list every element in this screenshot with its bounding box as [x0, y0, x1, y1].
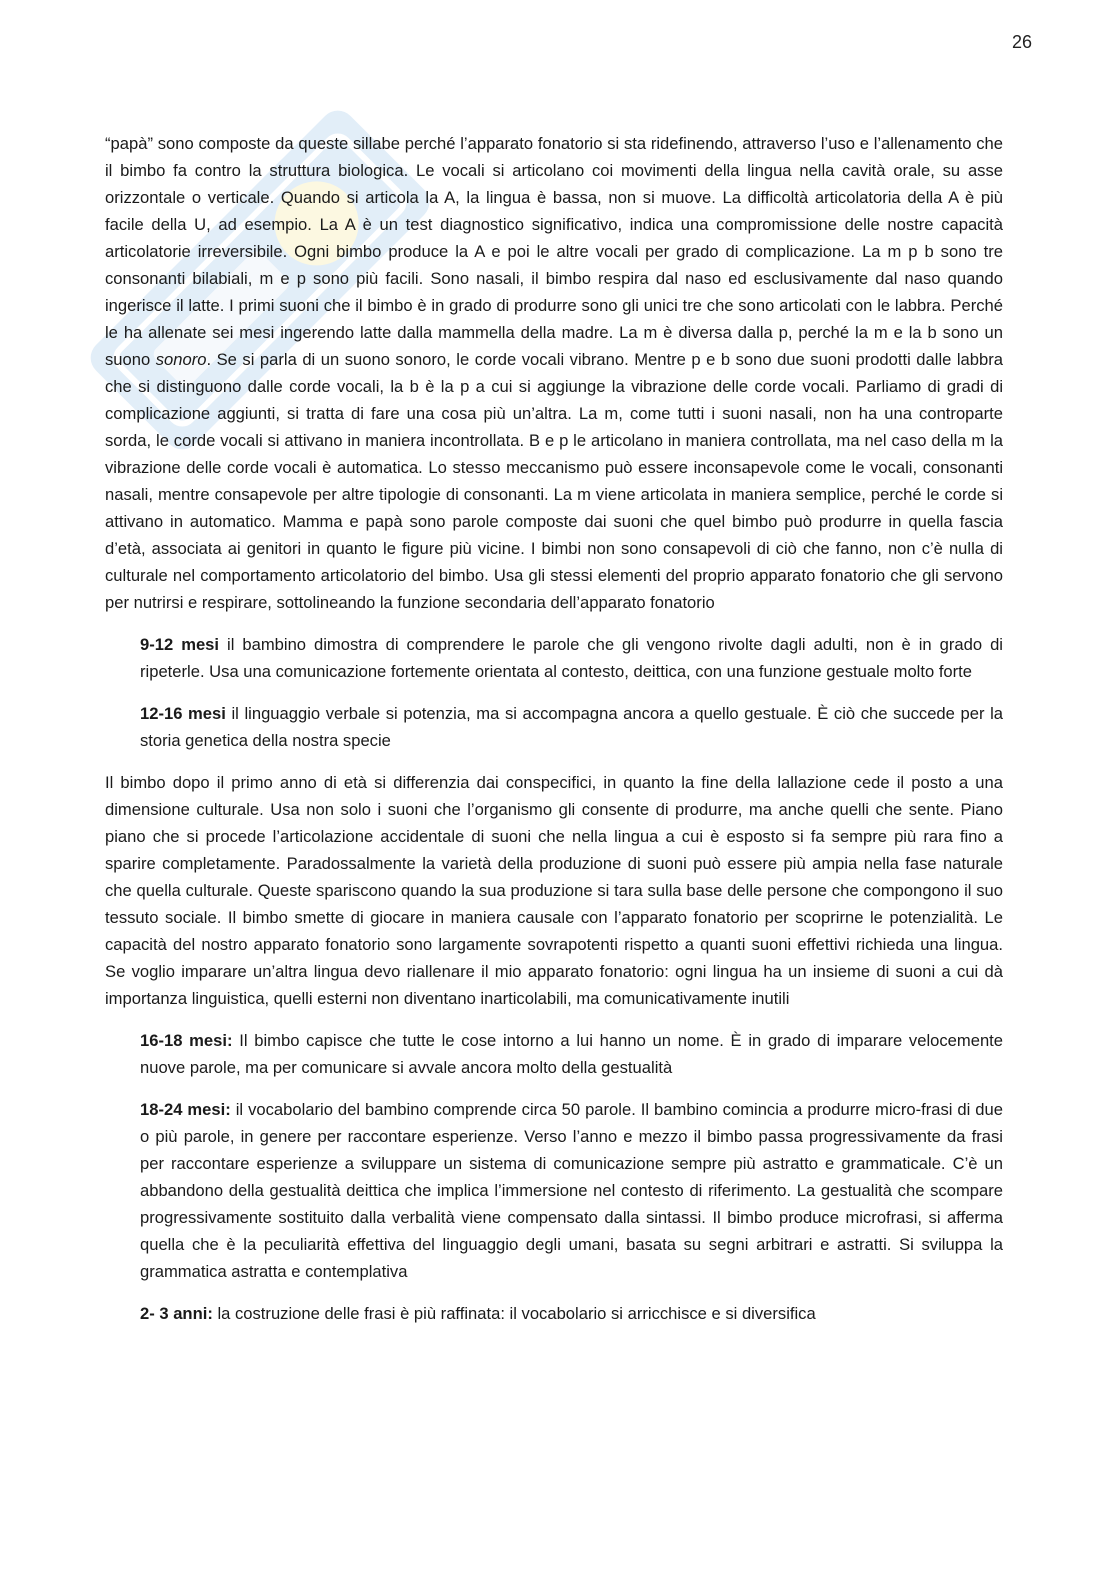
stage-label: 9-12 mesi — [140, 635, 220, 654]
stage-label: 12-16 mesi — [140, 704, 226, 723]
stage-2-3-years: 2- 3 anni: la costruzione delle frasi è più raffinata: il vocabolario si arricchisce e si diversifica — [140, 1304, 816, 1323]
stage-label: 16-18 mesi: — [140, 1031, 233, 1050]
paragraph-phonation: “papà” sono composte da queste sillabe perché l’apparato fonatorio si sta ridefinendo, attraverso l’uso e l’allenamento che il bimbo fa contro la struttura biologica. Le vocali si articolano coi movimenti della lingua nella cavità orale, su asse orizzontale o verticale. Quando si articola la A, la lingua è bassa, non si muove. La difficoltà articolatoria della A è più facile della U, ad esempio. La A è un test diagnostico significativo, indica una compromissione delle nostre capacità articolatorie irreversibile. Ogni bimbo produce la A e poi le altre vocali per grado di complicazione. La m p b sono tre consonanti bilabiali, m e p sono più facili. Sono nasali, il bimbo respira dal naso ed esclusivamente dal naso quando ingerisce il latte. I primi suoni che il bimbo è in grado di produrre sono gli unici tre che sono articolati con le labbra. Perché le ha allenate sei mesi ingerendo latte dalla mammella della madre. La m è diversa dalla p, perché la m e la b sono un suono sonoro. Se si parla di un suono sonoro, le corde vocali vibrano. Mentre p e b sono due suoni prodotti dalle labbra che si distinguono dalle corde vocali, la b è la p a cui si aggiunge la vibrazione delle corde vocali. Parliamo di gradi di complicazione aggiunti, si tratta di fare una cosa più un’altra. La m, come tutti i suoni nasali, non ha una controparte sorda, le corde vocali si attivano in maniera incontrollata. B e p le articolano in maniera controllata, ma nel caso della m la vibrazione delle corde vocali è automatica. Lo stesso meccanismo può essere inconsapevole come le vocali, consonanti nasali, mentre consapevole per altre tipologie di consonanti. La m viene articolata in maniera semplice, perché le corde si attivano in automatico. Mamma e papà sono parole composte dai suoni che quel bimbo può produrre in quella fascia d’età, associata ai genitori in quanto le figure più vicine. I bimbi non sono consapevoli di ciò che fanno, non c’è nulla di culturale nel comportamento articolatorio del bimbo. Usa gli stessi elementi del proprio apparato fonatorio che gli servono per nutrirsi e respirare, sottolineando la funzione secondaria dell’apparato fonatorio — [105, 134, 1004, 612]
page-number: 26 — [1011, 32, 1032, 52]
stage-18-24-months: 18-24 mesi: il vocabolario del bambino comprende circa 50 parole. Il bambino comincia a produrre micro-frasi di due o più parole, in genere per raccontare esperienze. Verso l’anno e mezzo il bimbo passa progressivamente da frasi per raccontare esperienze a sviluppare un sistema di comunicazione sempre più astratto e grammaticale. C’è un abbandono della gestualità deittica che implica l’immersione nel contesto di riferimento. La gestualità che scompare progressivamente sostituito dalla verbalità viene compensato dalla sintassi. Il bimbo produce microfrasi, si afferma quella che è la peculiarità effettiva del linguaggio degli umani, basata su segni arbitrari e astratti. Si sviluppa la grammatica astratta e contemplativa — [140, 1100, 1003, 1281]
stage-12-16-months: 12-16 mesi il linguaggio verbale si potenzia, ma si accompagna ancora a quello gestuale. È ciò che succede per la storia genetica della nostra specie — [140, 704, 1003, 750]
document-body — [105, 130, 1003, 1342]
paragraph-cultural-dimension: Il bimbo dopo il primo anno di età si differenzia dai conspecifici, in quanto la fine della lallazione cede il posto a una dimensione culturale. Usa non solo i suoni che l’organismo gli consente di produrre, ma anche quelli che sente. Piano piano che si procede l’articolazione accidentale di suoni che nella lingua a cui è esposto si fa sempre più rara fino a sparire completamente. Paradossalmente la varietà della produzione di suoni può essere più ampia nella fase naturale che quella culturale. Queste spariscono quando la sua produzione si tara sulla base delle persone che compongono il suo tessuto sociale. Il bimbo smette di giocare in maniera causale con l’apparato fonatorio per scoprirne le potenzialità. Le capacità del nostro apparato fonatorio sono largamente sovrapotenti rispetto a quanti suoni effettivi richieda una lingua. Se voglio imparare un’altra lingua devo riallenare il mio apparato fonatorio: ogni lingua ha un insieme di suoni a cui dà importanza linguistica, quelli esterni non diventano inarticolabili, ma comunicativamente inutili — [105, 773, 1003, 1008]
stage-label: 2- 3 anni: — [140, 1304, 213, 1323]
stage-16-18-months: 16-18 mesi: Il bimbo capisce che tutte le cose intorno a lui hanno un nome. È in grado di imparare velocemente nuove parole, ma per comunicare si avvale ancora molto della gestualità — [140, 1031, 1004, 1077]
stage-9-12-months: 9-12 mesi il bambino dimostra di comprendere le parole che gli vengono rivolte dagli adulti, non è in grado di ripeterle. Usa una comunicazione fortemente orientata al contesto, deittica, con una funzione gestuale molto forte — [140, 635, 1003, 681]
italic-term-sonoro: sonoro — [155, 350, 207, 369]
stage-label: 18-24 mesi: — [140, 1100, 231, 1119]
